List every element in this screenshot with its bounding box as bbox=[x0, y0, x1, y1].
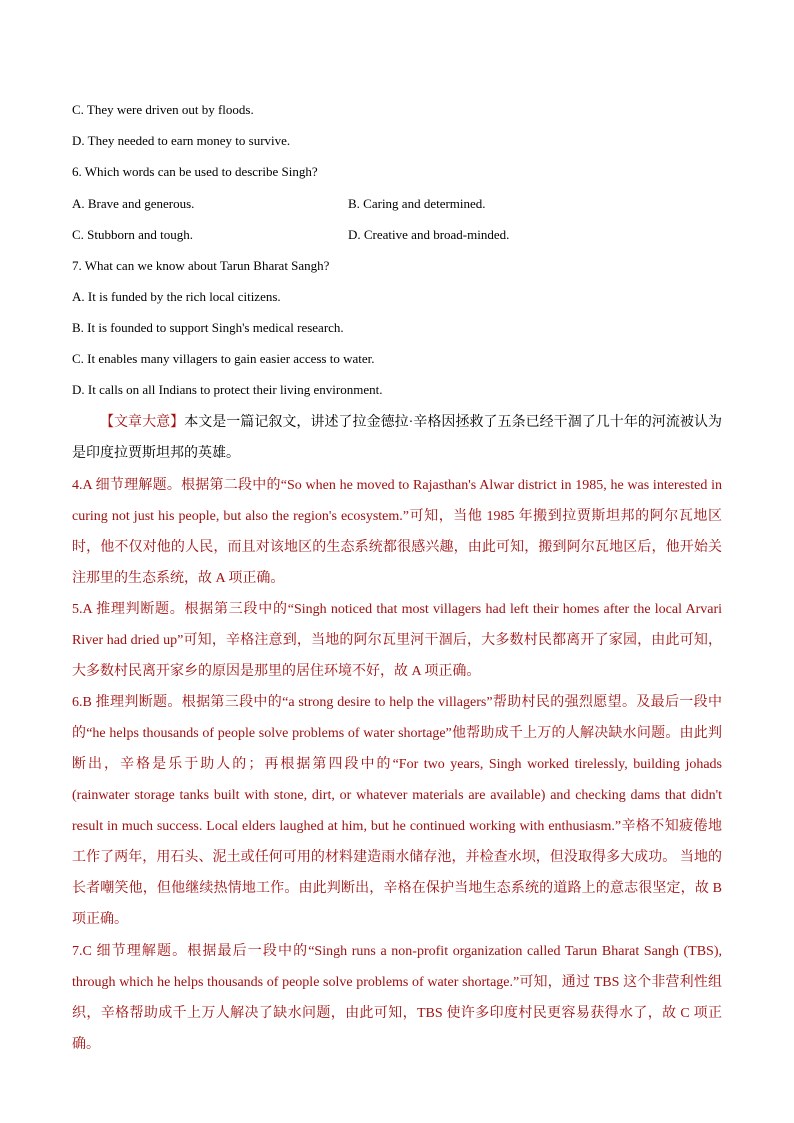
q5-option-d: D. They needed to earn money to survive. bbox=[72, 133, 291, 148]
q5-option-c: C. They were driven out by floods. bbox=[72, 102, 254, 117]
explanation-7: 7.C 细节理解题。根据最后一段中的“Singh runs a non-profit organization called Tarun Bharat Sangh (TBS), through which he helps thousands of people solve problems of water shortage.”可知，通过 TBS 这个非营利性组织，辛格帮助成千上万人解决了缺水问题，由此可知，TBS 使许多印度村民更容易获得水了，故 C 项正确。 bbox=[72, 944, 722, 1052]
q6-option-d: D. Creative and broad-minded. bbox=[348, 227, 510, 242]
q7-option-b: B. It is founded to support Singh's medical research. bbox=[72, 320, 344, 335]
explanation-4: 4.A 细节理解题。根据第二段中的“So when he moved to Rajasthan's Alwar district in 1985, he was interested in curing not just his people, but also the region's ecosystem.”可知，当他 1985 年搬到拉贾斯坦邦的阿尔瓦地区时，他不仅对他的人民，而且对该地区的生态系统都很感兴趣，由此可知，搬到阿尔瓦地区后，他开始关注那里的生态系统，故 A 项正确。 bbox=[72, 478, 722, 586]
q6-option-b: B. Caring and determined. bbox=[348, 196, 486, 211]
q6-stem: 6. Which words can be used to describe Singh? bbox=[72, 164, 318, 179]
q7-option-d: D. It calls on all Indians to protect their living environment. bbox=[72, 382, 383, 397]
q6-option-a: A. Brave and generous. bbox=[72, 196, 195, 211]
article-summary bbox=[72, 407, 722, 469]
q7-option-c: C. It enables many villagers to gain easier access to water. bbox=[72, 351, 375, 366]
q6-option-c: C. Stubborn and tough. bbox=[72, 227, 193, 242]
q7-stem: 7. What can we know about Tarun Bharat Sangh? bbox=[72, 258, 330, 273]
explanation-5: 5.A 推理判断题。根据第三段中的“Singh noticed that most villagers had left their homes after the local Arvari River had dried up”可知，辛格注意到，当地的阿尔瓦里河干涸后，大多数村民都离开了家园，由此可知，大多数村民离开家乡的原因是那里的居住环境不好，故 A 项正确。 bbox=[72, 602, 722, 679]
summary-text: 本文是一篇记叙文，讲述了拉金德拉·辛格因拯救了五条已经干涸了几十年的河流被认为是印度拉贾斯坦邦的英雄。 bbox=[72, 415, 722, 461]
q7-option-a: A. It is funded by the rich local citizens. bbox=[72, 289, 281, 304]
summary-tag: 【文章大意】 bbox=[100, 415, 185, 430]
explanation-6: 6.B 推理判断题。根据第三段中的“a strong desire to help the villagers”帮助村民的强烈愿望。及最后一段中的“he helps thousands of people solve problems of water shortage”他帮助成千上万的人解决缺水问题。由此判断出，辛格是乐于助人的；再根据第四段中的“For two years, Singh worked tirelessly, building johads (rainwater storage tanks built with stone, dirt, or whatever materials are available) and checking dams that didn't result in much success. Local elders laughed at him, but he continued working with enthusiasm.”辛格不知疲倦地工作了两年，用石头、泥土或任何可用的材料建造雨水储存池，并检查水坝，但没取得多大成功。 当地的长者嘲笑他，但他继续热情地工作。由此判断出，辛格在保护当地生态系统的道路上的意志很坚定，故 B 项正确。 bbox=[72, 695, 722, 927]
